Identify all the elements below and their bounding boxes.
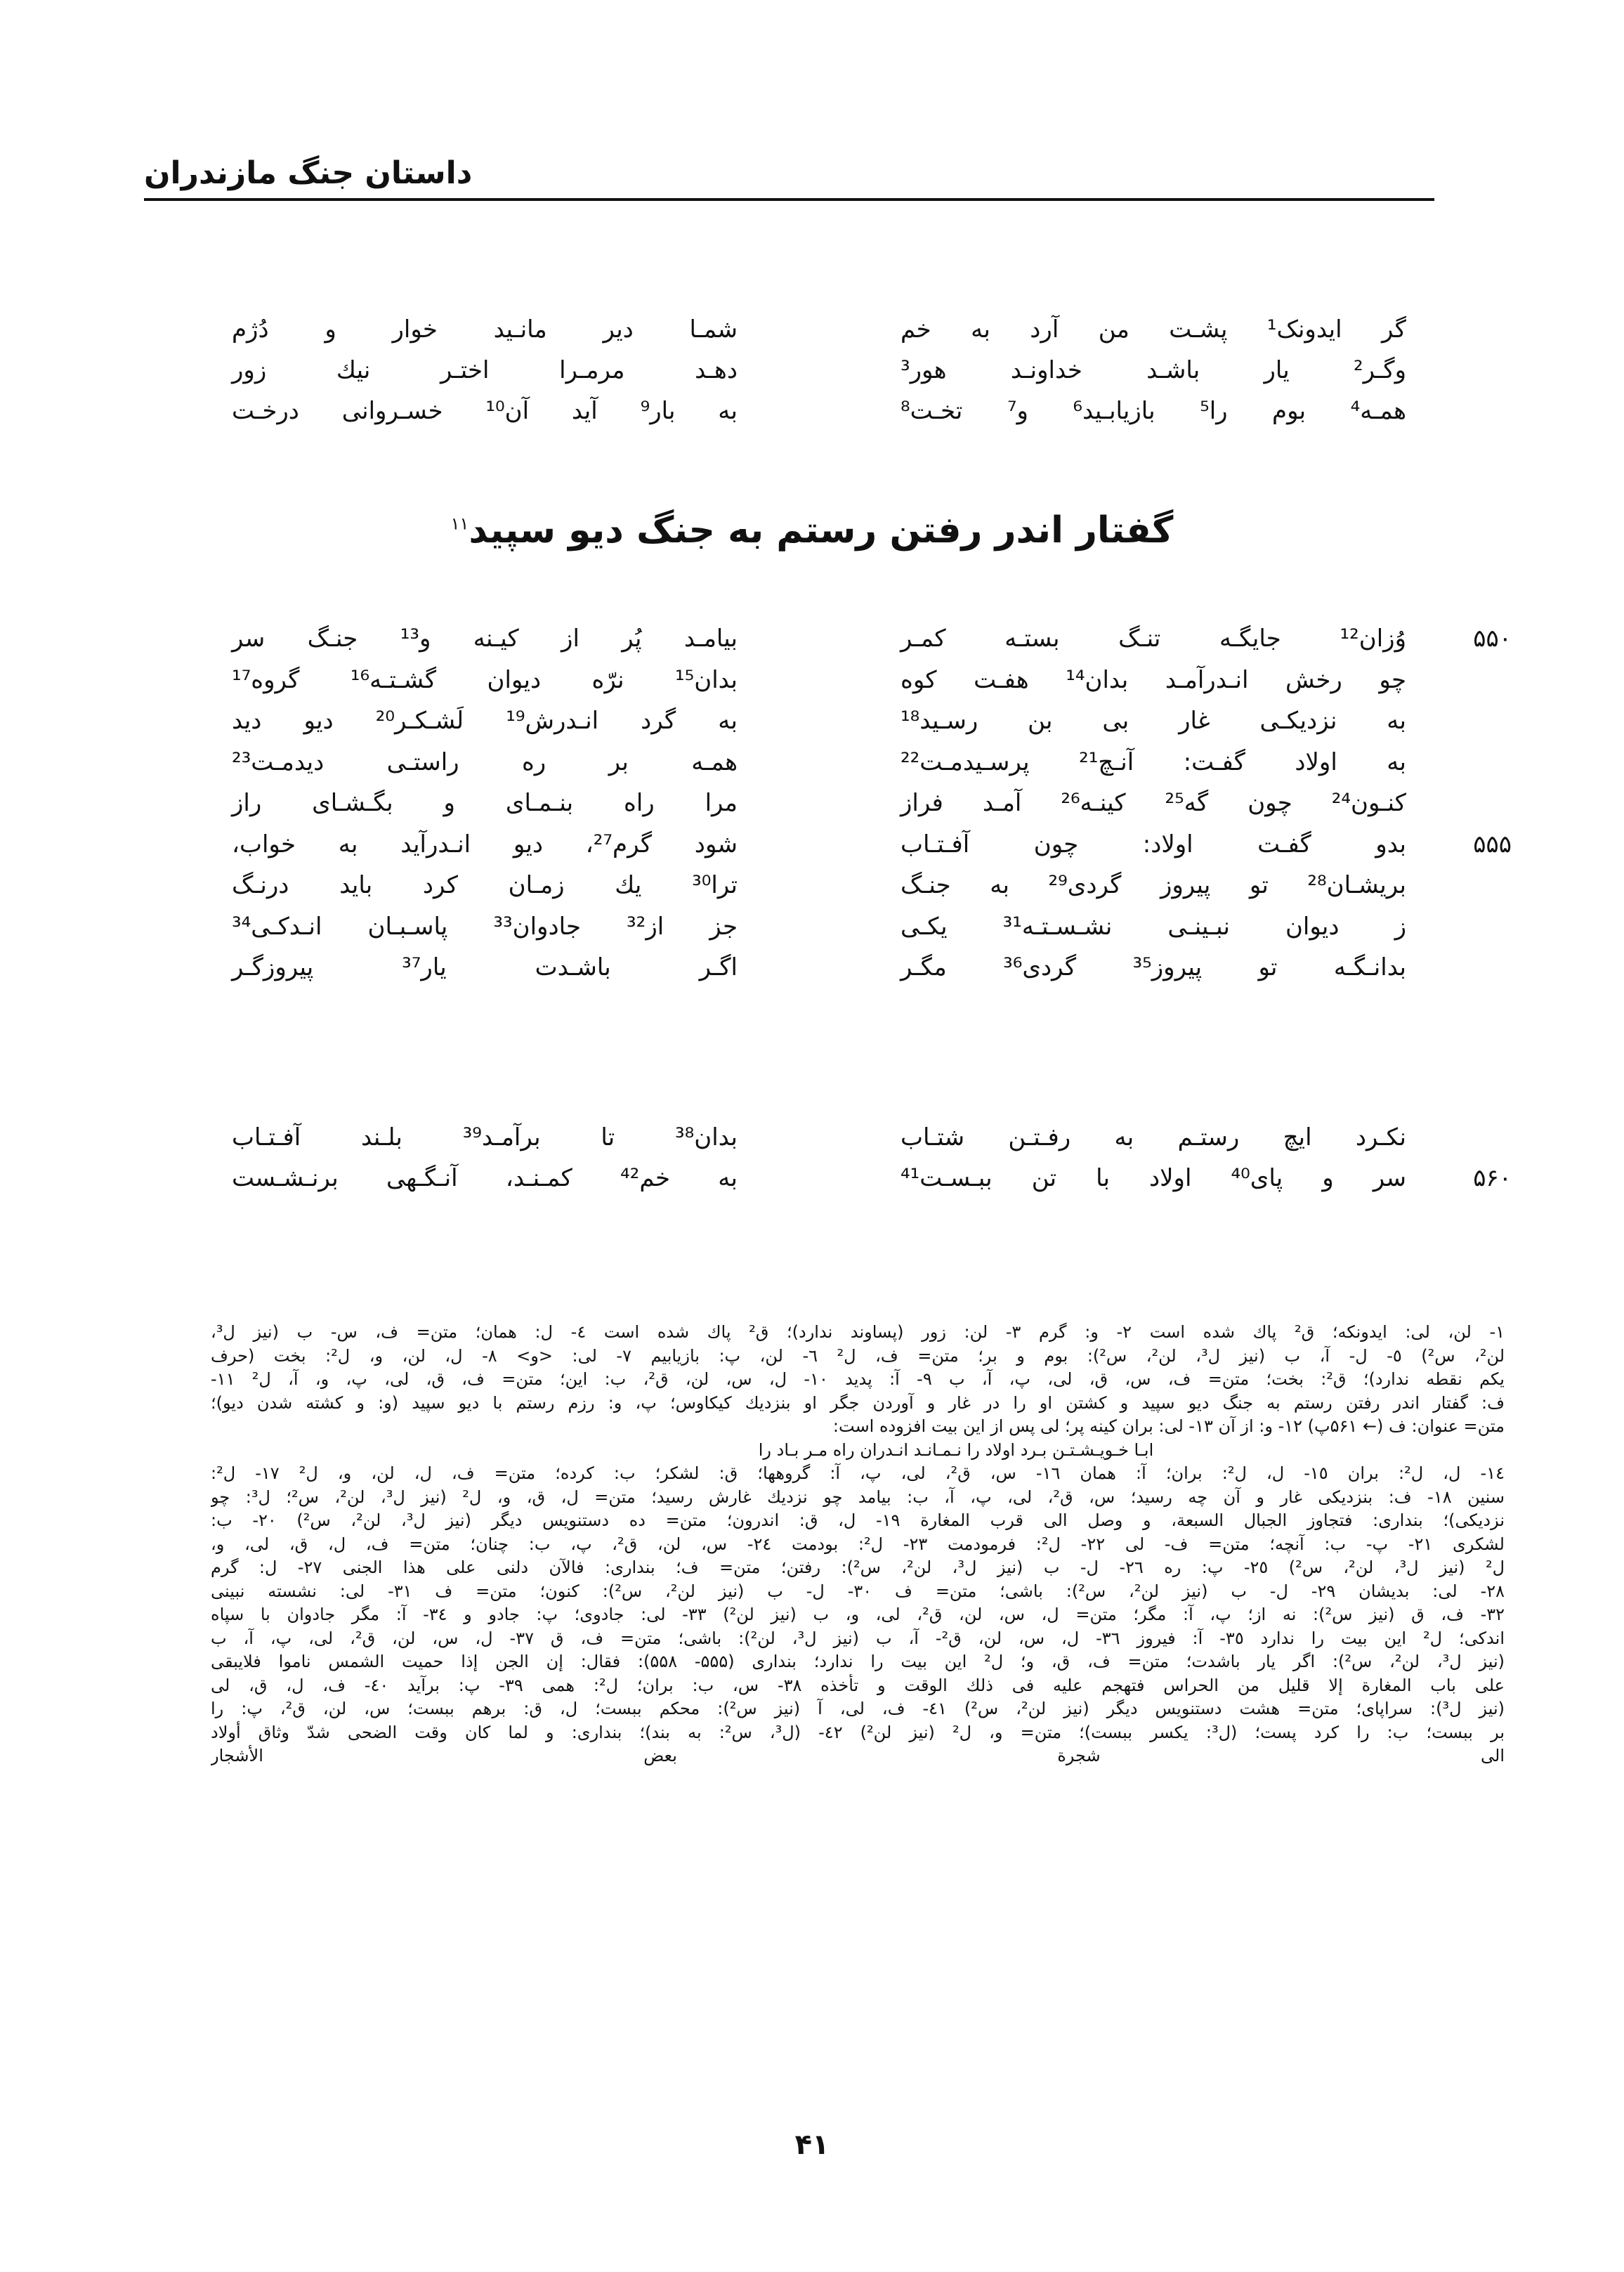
verse-row bbox=[232, 618, 1512, 660]
footnote-line: لشکری ٢١- پ- ب: آنچه؛ متن= ف- لی ٢٢- ل²: فرمودمت ٢٣- ل²: بودمت ٢٤- س، لن، ق²، پ، ب: چنان؛ متن= ف، ل، ق، لی، و، bbox=[211, 1534, 1505, 1554]
hemistich-first: بریشـان²⁸ تو پیروز گردی²⁹ به جنـگ bbox=[901, 871, 1406, 899]
verse-row bbox=[232, 660, 1406, 701]
verse-row bbox=[232, 1117, 1406, 1158]
hemistich-first: گر ایدونک¹ پشـت من آرد به خم bbox=[901, 315, 1406, 344]
hemistich-first: بدانـگـه تو پیروز³⁵ گردی³⁶ مگـر bbox=[901, 953, 1406, 981]
verse-row bbox=[232, 309, 1406, 350]
verse-row bbox=[232, 350, 1406, 391]
verse-row bbox=[232, 947, 1406, 988]
hemistich-second: مرا راه بنـمـای و بگـشـای راز bbox=[232, 789, 738, 817]
hemistich-second: ترا³⁰ یك زمـان کرد باید درنـگ bbox=[232, 871, 738, 899]
section-heading-footnote-ref: ١١ bbox=[450, 514, 469, 534]
page-number: ۴۱ bbox=[794, 2129, 830, 2161]
hemistich-first: نکـرد ایچ رستـم به رفـتـن شتـاب bbox=[901, 1123, 1406, 1151]
verse-number: ۵۵۰ bbox=[1473, 625, 1512, 653]
hemistich-second: به گرد انـدرش¹⁹ لَشـکـر²⁰ دیو دید bbox=[232, 707, 738, 735]
footnote-line: یکم نقطه ندارد)؛ ق²: بخت؛ متن= ف، س، ق، لی، پ، آ، ب ٩- آ: پدید ١٠- ل، س، لن، ق²، ب: این؛ متن= ف، ق، لی، پ، و، آ، ل² ١١- bbox=[211, 1369, 1505, 1389]
verse-row bbox=[232, 391, 1406, 431]
footnote-line: الی شجرة بعض الأشجار bbox=[211, 1746, 1505, 1765]
hemistich-first: بدو گفـت اولاد: چون آفـتـاب bbox=[901, 830, 1406, 858]
hemistich-first: به نزدیکـی غار بی بن رسـید¹⁸ bbox=[901, 707, 1406, 735]
footnote-line: ١- لن، لی: ایدونکه؛ ق² پاك شده است ٢- و: گرم ٣- لن: زور (پساوند ندارد)؛ ق² پاك شده است ٤- ل: همان؛ متن= ف، س- ب (نیز ل³، bbox=[211, 1322, 1505, 1342]
hemistich-second: دهـد مرمـرا اختـر نیك زور bbox=[232, 356, 738, 384]
hemistich-first: وگـر² یار باشـد خداونـد هور³ bbox=[901, 356, 1406, 384]
verse-row bbox=[232, 1158, 1512, 1199]
hemistich-first: سر و پای⁴⁰ اولاد با تن ببـسـت⁴¹ bbox=[901, 1164, 1406, 1192]
footnote-line: نزدیکی)؛ بنداری: فتجاوز الجبال السبعة، و وصل الی قرب المغارة ١٩- ل، ق: اندرون؛ متن= ده دستنویس دیگر (نیز ل³، لن²، س²) ٢٠- ب: bbox=[211, 1510, 1505, 1530]
footnote-line: (نیز ل³): سراپای؛ متن= هشت دستنویس دیگر (نیز لن²، س²) ٤١- ف، لی، آ (نیز س²): محکم ببست؛ ل، ق: برهم ببست؛ س، لن، ق²، پ: را bbox=[211, 1699, 1505, 1718]
hemistich-first: ز دیوان نبـینـی نشـسـتـه³¹ یکـی bbox=[901, 912, 1406, 941]
footnote-line: متن= عنوان: ف (← ۵۶۱پ) ١٢- و: از آن ١٣- لی: بران کینه پر؛ لی پس از این بیت افزوده است: bbox=[832, 1416, 1505, 1436]
hemistich-second: شمـا دیر مانـید خوار و دُژم bbox=[232, 315, 738, 344]
verse-row bbox=[232, 700, 1406, 742]
hemistich-first: کنـون²⁴ چون گه²⁵ کینـه²⁶ آمـد فراز bbox=[901, 789, 1406, 817]
footnote-line: ٢٨- لی: بدیشان ٢٩- ل- ب (نیز لن²، س²): باشی؛ متن= ف ٣٠- ل- ب (نیز لن²، س²): کنون؛ متن= ف ٣١- لی: نشسته نبینی bbox=[211, 1581, 1505, 1601]
footnote-line: سنین ١٨- ف: بنزدیکی غار و آن چه رسید؛ س، ق²، لی، پ، آ، ب: بیامد چو نزدیك غارش رسید؛ متن= ل، ق، و، ل² (نیز ل³، لن²، س²؛ ل³: چو bbox=[211, 1487, 1505, 1507]
running-title: داستان جنگ مازندران bbox=[144, 155, 473, 191]
footnote-line: (نیز ل³، لن²، س²): اگر یار باشدت؛ متن= ف، ق، و؛ ل² این بیت را ندارد؛ بنداری (۵۵۵- ۵۵۸): فقال: إن الجن إذا حمیت الشمس ناموا فلایبقی bbox=[211, 1652, 1505, 1671]
hemistich-first: به اولاد گفـت: آنـچ²¹ پرسـیدمـت²² bbox=[901, 747, 1406, 776]
hemistich-second: به خم⁴² کمـنـد، آنـگـهی برنـشـست bbox=[232, 1164, 738, 1192]
hemistich-first: چو رخش انـدرآمـد بدان¹⁴ هفـت کوه bbox=[901, 665, 1407, 694]
footnote-line: اندکی؛ ل² این بیت را ندارد ٣٥- آ: فیروز ٣٦- ل، س، لن، ق²- آ، ب (نیز ل³، لن²): باشی؛ متن= ف، ق ٣٧- ل، س، لن، ق²، لی، پ، آ، ب bbox=[211, 1628, 1505, 1648]
hemistich-second: جز از³² جادوان³³ پاسـبـان انـدکـی³⁴ bbox=[232, 912, 738, 941]
hemistich-second: بدان³⁸ تا برآمـد³⁹ بلـند آفـتـاب bbox=[232, 1123, 738, 1151]
footnotes bbox=[211, 1321, 1505, 1791]
verse-row bbox=[232, 783, 1406, 824]
verse-block-top bbox=[232, 309, 1406, 431]
verse-block-bottom bbox=[232, 1117, 1512, 1199]
verse-number: ۵۶۰ bbox=[1473, 1164, 1512, 1192]
hemistich-first: همـه⁴ بوم را⁵ بازیابـید⁶ و⁷ تخـت⁸ bbox=[901, 397, 1406, 425]
verse-block-main bbox=[232, 618, 1512, 988]
verse-row bbox=[232, 865, 1406, 906]
page-header bbox=[144, 148, 1434, 197]
verse-row bbox=[232, 906, 1406, 948]
footnote-line: لن²، س²) ٥- ل- آ، ب (نیز ل³، لن²، س²): بوم و بر؛ متن= ف، ل² ٦- لن، پ: بازیابیم ٧- لی: <و> ٨- ل، لن، و، ل²: بخت (حرف bbox=[211, 1345, 1505, 1366]
hemistich-second: اگـر باشـدت یار³⁷ پیروزگـر bbox=[232, 953, 738, 981]
footnote-line: علی باب المغارة إلا قلیل من الحراس فتهجم علیه فی ذلك الوقت و تأخذه ٣٨- س، ب: بران؛ ل²: همی ٣٩- پ: برآید ٤٠- ف، ل، ق، لی bbox=[211, 1675, 1505, 1695]
footnote-added-verse: ابـا خـویـشـتـن بـرد اولاد را نـمـانـد انـدران راه مـر بـاد را bbox=[758, 1439, 1154, 1460]
footnote-line: ١٤- ل، ل²: بران ١٥- ل، ل²: بران؛ آ: همان ١٦- س، ق²، لی، پ، آ: گروهها؛ ق: لشکر؛ ب: کرده؛ متن= ف، ل، لن، و، ل² ١٧- ل²: bbox=[211, 1463, 1505, 1483]
hemistich-second: بدان¹⁵ نرّه دیوان گشـتـه¹⁶ گروه¹⁷ bbox=[232, 665, 738, 694]
footnote-line: بر ببست؛ ب: را کرد پست؛ (ل³: یکسر ببست)؛ متن= و، ل² (نیز لن²) ٤٢- (ل³، س²: به بند)؛ بنداری: و لما کان وقت الضحی شدّ وثاق أولاد bbox=[211, 1722, 1505, 1742]
verse-number: ۵۵۵ bbox=[1473, 830, 1512, 858]
verse-row bbox=[232, 742, 1406, 783]
section-heading-title: گفتار اندر رفتن رستم به جنگ دیو سپید bbox=[469, 509, 1174, 551]
hemistich-second: همـه بر ره راستـی دیدمـت²³ bbox=[232, 747, 738, 776]
hemistich-second: شود گرم²⁷، دیو انـدرآید به خواب، bbox=[232, 830, 738, 858]
footnote-line bbox=[211, 1768, 1505, 1792]
verse-row bbox=[232, 824, 1512, 866]
header-rule bbox=[144, 198, 1434, 201]
footnote-line: ل² (نیز ل³، لن²، س²) ٢٥- پ: ره ٢٦- ل- ب (نیز ل³، لن²، س²): رفتن؛ متن= ف؛ بنداری: فالآن دلنی علی هذا الجنی ٢٧- ل: گرم bbox=[211, 1558, 1505, 1577]
hemistich-second: بیامـد پُر از کیـنه و¹³ جنـگ سر bbox=[232, 625, 738, 653]
hemistich-first: وُزان¹² جایگـه تنـگ بستـه کمـر bbox=[901, 625, 1406, 653]
section-heading bbox=[0, 509, 1624, 551]
hemistich-second: به بار⁹ آید آن¹⁰ خسـروانی درخـت bbox=[232, 397, 738, 425]
footnote-line: ٣٢- ف، ق (نیز س²): نه از؛ پ، آ: مگر؛ متن= ل، س، لن، ق²، لی، و، ب (نیز لن²) ٣٣- لی: جادوی؛ پ: جادو و ٣٤- آ: مگر جادوان با سپاه bbox=[211, 1605, 1505, 1624]
footnote-line: ف: گفتار اندر رفتن رستم به جنگ دیو سپید و کشتن او را در غار و آوردن جگر او بنزدیك کیکاوس؛ پ، و: رزم رستم با دیو سپید (و: و کشته شدن دیو)؛ bbox=[211, 1392, 1505, 1413]
